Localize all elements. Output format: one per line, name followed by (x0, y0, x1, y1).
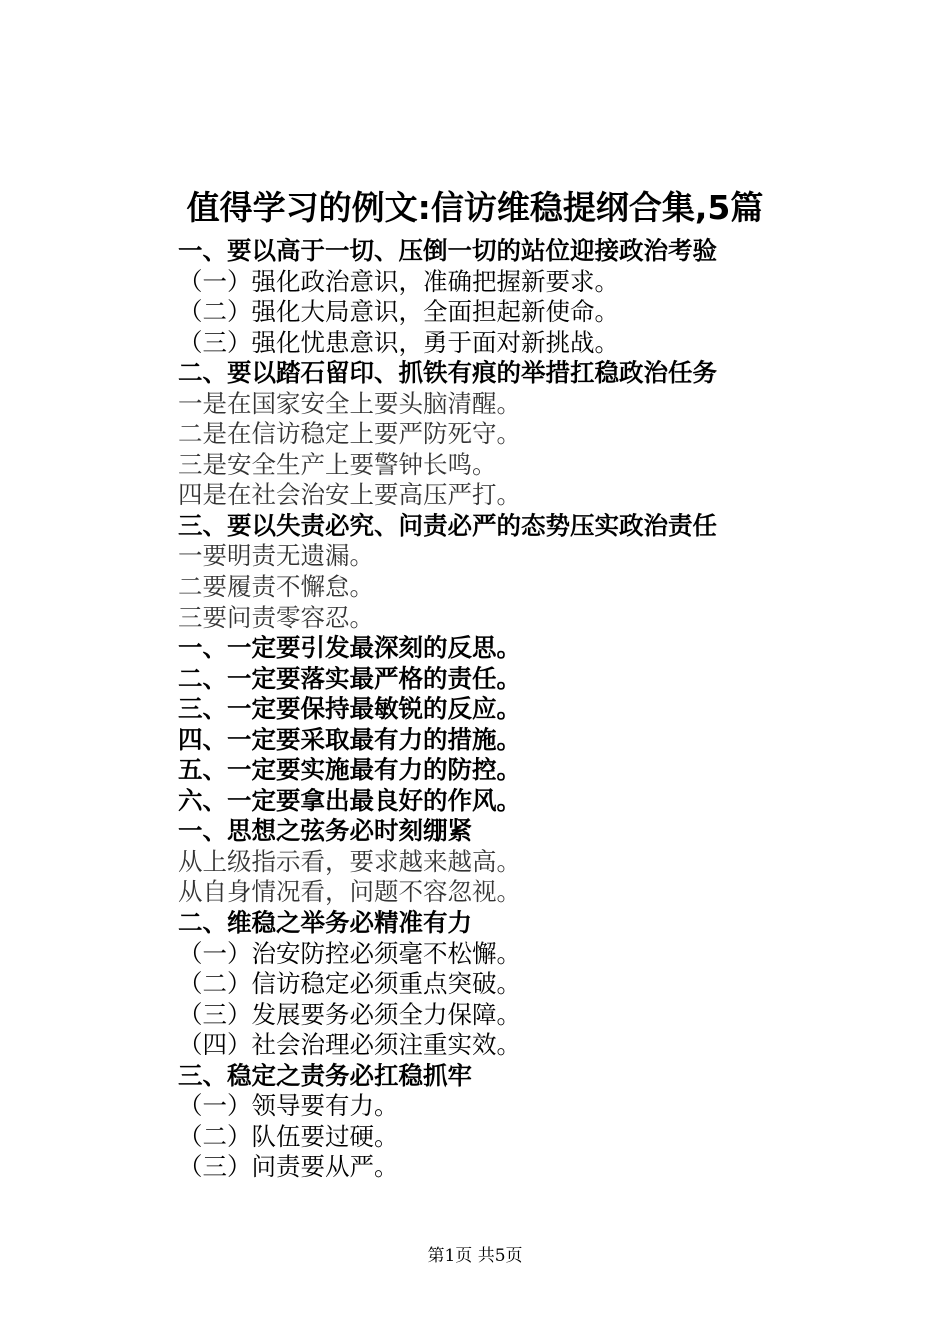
section-heading: 一、思想之弦务必时刻绷紧 (178, 816, 472, 846)
list-item: 一是在国家安全上要头脑清醒。 (178, 388, 521, 418)
list-item: 二是在信访稳定上要严防死守。 (178, 419, 521, 449)
list-item: （三）强化忧患意识，勇于面对新挑战。 (178, 327, 619, 357)
page-footer: 第1页 共5页 (427, 1246, 523, 1266)
list-item: 从上级指示看，要求越来越高。 (178, 846, 521, 876)
section-heading: 一、要以高于一切、压倒一切的站位迎接政治考验 (178, 236, 717, 265)
section-heading: 二、要以踏石留印、抓铁有痕的举措扛稳政治任务 (178, 358, 717, 388)
section-heading: 四、一定要采取最有力的措施。 (178, 724, 521, 754)
page-title: 值得学习的例文:信访维稳提纲合集,5篇 (186, 188, 764, 227)
list-item: （一）领导要有力。 (178, 1091, 399, 1121)
list-item: （二）信访稳定必须重点突破。 (178, 969, 521, 999)
section-heading: 三、稳定之责务必扛稳抓牢 (178, 1060, 472, 1090)
section-heading: 二、一定要落实最严格的责任。 (178, 663, 521, 693)
list-item: 二要履责不懈怠。 (178, 572, 374, 602)
list-item: （三）问责要从严。 (178, 1152, 399, 1182)
list-item: （四）社会治理必须注重实效。 (178, 1030, 521, 1060)
list-item: 一要明责无遗漏。 (178, 541, 374, 571)
section-heading: 五、一定要实施最有力的防控。 (178, 755, 521, 785)
list-item: 从自身情况看，问题不容忽视。 (178, 877, 521, 907)
section-heading: 三、要以失责必究、问责必严的态势压实政治责任 (178, 510, 717, 540)
list-item: （一）强化政治意识，准确把握新要求。 (178, 266, 619, 296)
section-heading: 三、一定要保持最敏锐的反应。 (178, 694, 521, 724)
section-heading: 一、一定要引发最深刻的反思。 (178, 633, 521, 663)
list-item: （二）强化大局意识，全面担起新使命。 (178, 297, 619, 327)
section-heading: 二、维稳之举务必精准有力 (178, 908, 472, 938)
list-item: （二）队伍要过硬。 (178, 1121, 399, 1151)
list-item: （一）治安防控必须毫不松懈。 (178, 938, 521, 968)
section-heading: 六、一定要拿出最良好的作风。 (178, 785, 521, 815)
document-body (178, 236, 878, 1183)
list-item: （三）发展要务必须全力保障。 (178, 999, 521, 1029)
list-item: 四是在社会治安上要高压严打。 (178, 480, 521, 510)
list-item: 三是安全生产上要警钟长鸣。 (178, 449, 497, 479)
list-item: 三要问责零容忍。 (178, 602, 374, 632)
